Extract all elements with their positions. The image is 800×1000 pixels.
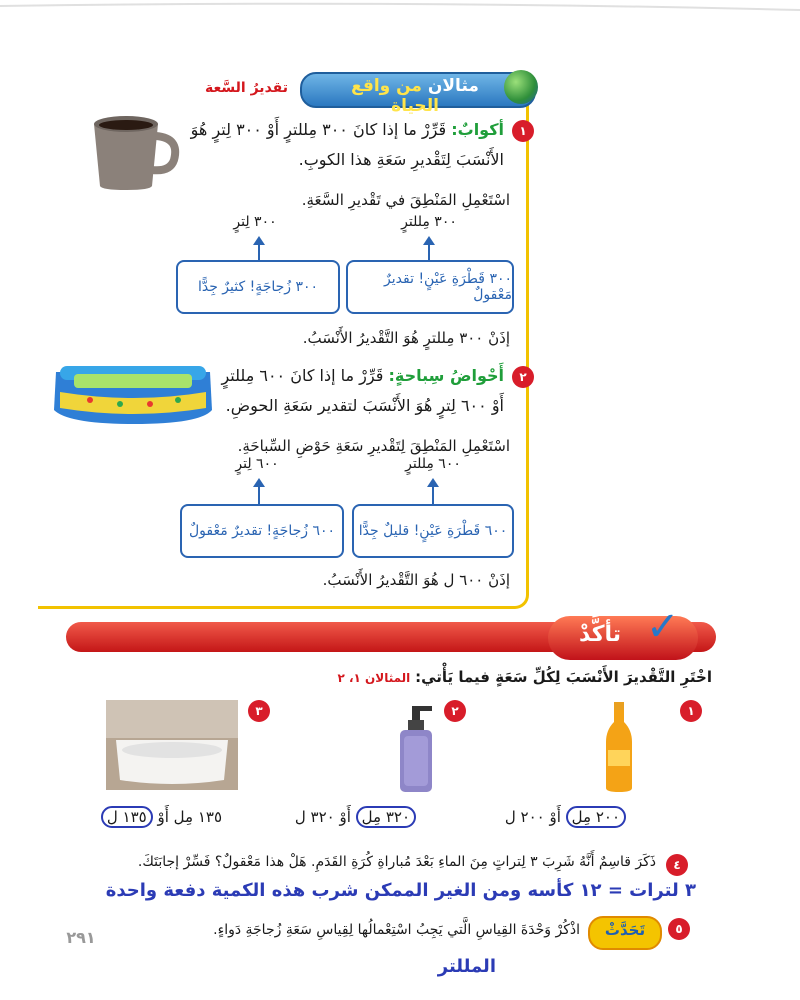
confirm-title: تأكَّدْ <box>578 622 622 647</box>
item-2-answer <box>295 806 416 828</box>
question-number-5: ٥ <box>668 918 690 940</box>
check-icon: ✓ <box>646 604 680 650</box>
example2-line2: أَوْ ٦٠٠ لِترٍ هُوَ الأَنْسَبَ لتقدير سَعَةِ الحوضِ. <box>225 396 504 415</box>
example1-line2: الأَنْسَبَ لِتَقْديرِ سَعَةِ هذا الكوبِ. <box>298 150 504 169</box>
example2-text1: قَرِّرْ ما إذا كانَ ٦٠٠ مِللترٍ <box>221 366 384 385</box>
example1-box-right: ٣٠٠ قَطْرَةِ عَيْنٍ! تقديرٌ مَعْقولٌ <box>346 260 514 314</box>
item-1-answer <box>505 806 626 828</box>
question-5-text: اذْكُرْ وَحْدَةَ القِياسِ الَّتي يَجِبُ اسْتِعْمالُها لِقِياسِ سَعَةِ زُجاجَةِ دَواءٍ. <box>213 922 580 938</box>
example2-keyword: أَحْواضُ سِباحةٍ: <box>388 366 504 385</box>
example1-line1 <box>191 118 504 142</box>
example1-arrow-right <box>428 244 430 260</box>
item-3-answer <box>101 806 222 828</box>
item-1-left: ل <box>504 808 516 826</box>
example1-label-right: ٣٠٠ مِللترٍ <box>401 214 457 230</box>
item-number-3: ٣ <box>248 700 270 722</box>
example1-box-left: ٣٠٠ زُجاجَةٍ! كثيرٌ جِدًّا <box>176 260 340 314</box>
confirm-reference: المثالان ١، ٢ <box>337 671 411 685</box>
confirm-instruction <box>337 668 712 686</box>
banner-title <box>330 76 500 116</box>
example2-box-left: ٦٠٠ زُجاجَةٍ! تقديرٌ مَعْقولٌ <box>180 504 344 558</box>
item-number-2: ٢ <box>444 700 466 722</box>
example-number-1: ١ <box>512 120 534 142</box>
banner-highlight: من واقع الحياة <box>351 76 439 116</box>
example1-hint: اسْتَعْمِلِ المَنْطِقَ في تَقْديرِ السَّعَةِ. <box>301 191 510 209</box>
talk-badge-text: تَحَدَّثْ <box>604 921 646 939</box>
example2-box-right: ٦٠٠ قَطْرَةِ عَيْنٍ! قليلٌ جِدًّا <box>352 504 514 558</box>
item-2-circled: ٣٢٠ مِل <box>356 806 416 828</box>
example2-label-right: ٦٠٠ مِللترٍ <box>405 456 461 472</box>
example2-line1 <box>221 364 504 388</box>
example1-text1: قَرِّرْ ما إذا كانَ ٣٠٠ مِللترٍ أَوْ ٣٠٠ لِترٍ هُوَ <box>190 120 447 139</box>
mug-image <box>86 110 182 192</box>
example1-keyword: أكوابٌ: <box>451 120 504 139</box>
page-number: ٢٩١ <box>66 928 96 947</box>
soap-bottle-image <box>394 706 438 794</box>
item-1-circled: ٢٠٠ مِل <box>566 806 626 828</box>
item-2-mid: أَوْ ٣٢٠ <box>310 808 351 826</box>
confirm-instruction-text: اخْتَرِ التَّقْديرَ الأَنْسَبَ لِكُلِّ سَعَةٍ فيما يَأْتي: <box>415 668 712 686</box>
item-3-right: ١٣٥ مِل أَوْ <box>157 808 222 826</box>
pool-image <box>50 358 216 428</box>
example2-conclusion: إذَنْ ٦٠٠ ل هُوَ التَّقْديرُ الأَنْسَبُ. <box>322 571 510 589</box>
bathtub-image <box>106 700 238 790</box>
globe-icon <box>504 70 538 104</box>
item-1-mid: أَوْ ٢٠٠ <box>520 808 561 826</box>
question-number-4: ٤ <box>666 854 688 876</box>
example-number-2: ٢ <box>512 366 534 388</box>
question-5-answer: المللتر <box>437 956 496 977</box>
question-4-answer: ٣ لترات = ١٢ كأسه ومن الغير الممكن شرب هذه الكمية دفعة واحدة <box>105 880 696 901</box>
item-number-1: ١ <box>680 700 702 722</box>
juice-bottle-image <box>604 702 634 792</box>
example1-label-left: ٣٠٠ لِترٍ <box>233 214 277 230</box>
example2-arrow-right <box>432 486 434 504</box>
banner-prefix: مثالان <box>427 76 479 96</box>
example1-conclusion: إذَنْ ٣٠٠ مِللترٍ هُوَ التَّقْديرُ الأَنْسَبُ. <box>302 329 510 347</box>
example2-hint: اسْتَعْمِلِ المَنْطِقَ لِتَقْديرِ سَعَةِ حَوْضِ السِّباحَةِ. <box>237 437 510 455</box>
lesson-topic: تقديرُ السَّعة <box>205 80 288 96</box>
example2-label-left: ٦٠٠ لِترٍ <box>235 456 279 472</box>
question-4-text: ذَكَرَ قاسِمٌ أَنَّهُ شَرِبَ ٣ لِتراتٍ مِنَ الماءِ بَعْدَ مُباراةِ كُرَةِ القَدَمِ. هَلْ هذا مَعْقولٌ؟ فَسِّرْ إجابَتَكَ. <box>137 854 656 870</box>
item-2-left: ل <box>294 808 306 826</box>
item-3-circled: ١٣٥ ل <box>101 806 153 828</box>
top-decoration <box>0 0 800 16</box>
example1-arrow-left <box>258 244 260 260</box>
example2-arrow-left <box>258 486 260 504</box>
